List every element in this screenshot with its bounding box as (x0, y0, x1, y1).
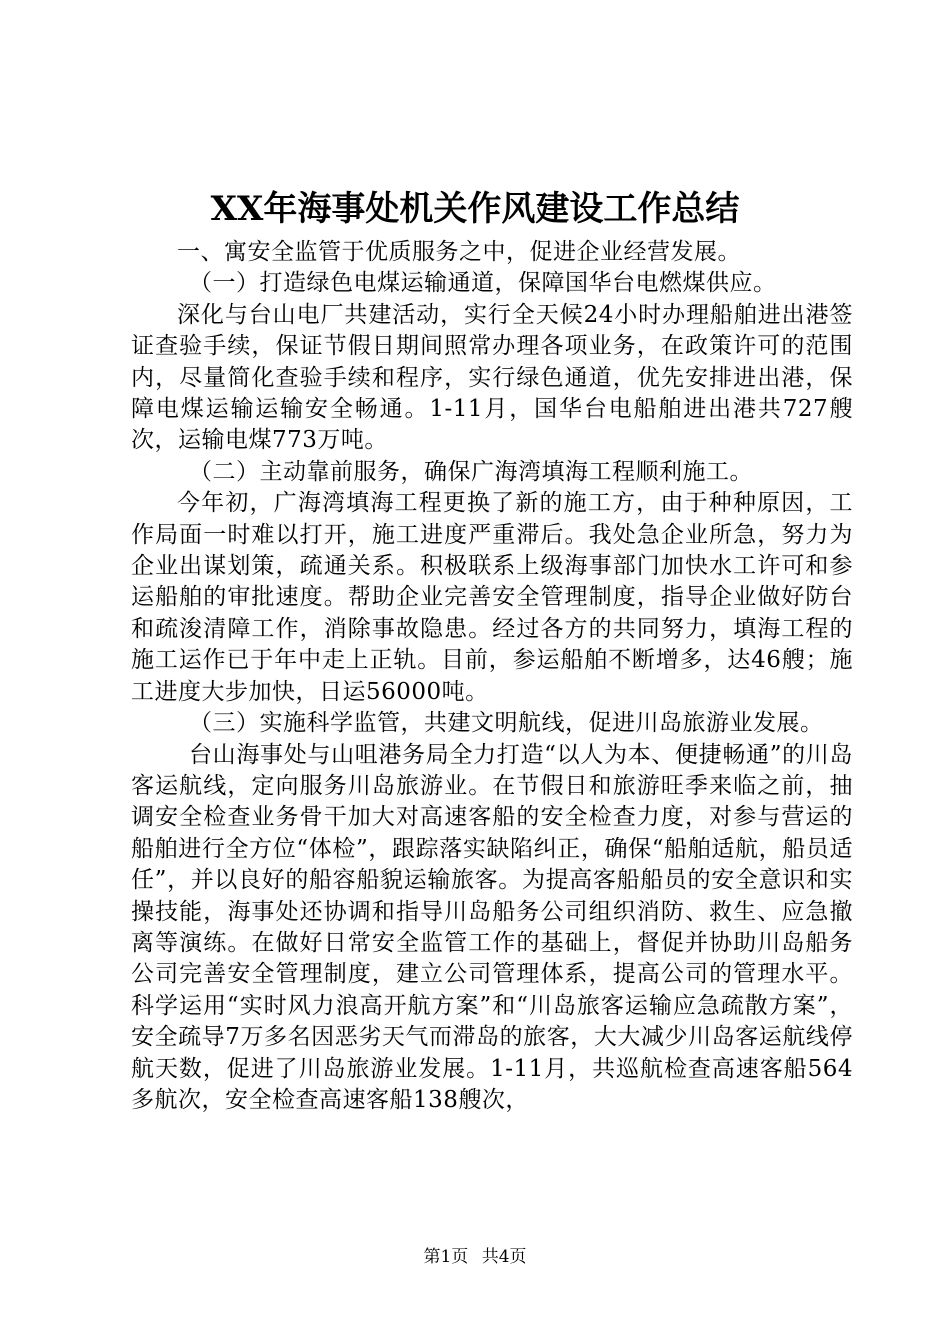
paragraph-section-1: （一）打造绿色电煤运输通道，保障国华台电燃煤供应。 (189, 270, 777, 297)
paragraph-body-1: 深化与台山电厂共建活动，实行全天候24小时办理船舶进出港签证查验手续，保证节假日期间照常办理各项业务，在政策许可的范围内，尽量简化查验手续和程序，实行绿色通道，优先安排进出港，保障电煤运输运输安全畅通。1-11月，国华台电船舶进出港共727艘次，运输电煤773万吨。 (131, 301, 853, 454)
page-footer (0, 1246, 950, 1268)
document-body (131, 237, 853, 1116)
paragraph-heading-1: 一、寓安全监管于优质服务之中，促进企业经营发展。 (177, 239, 741, 265)
paragraph-body-2: 今年初，广海湾填海工程更换了新的施工方，由于种种原因，工作局面一时难以打开，施工进度严重滞后。我处急企业所急，努力为企业出谋划策，疏通关系。积极联系上级海事部门加快水工许可和参运船舶的审批速度。帮助企业完善安全管理制度，指导企业做好防台和疏浚清障工作，消除事故隐患。经过各方的共同努力，填海工程的施工运作已于年中走上正轨。目前，参运船舶不断增多，达46艘；施工进度大步加快，日运56000吨。 (131, 490, 853, 705)
page-total: 共4页 (481, 1247, 527, 1267)
paragraph-section-3: （三）实施科学监管，共建文明航线，促进川岛旅游业发展。 (189, 710, 824, 737)
paragraph-body-3: 台山海事处与山咀港务局全力打造“以人为本、便捷畅通”的川岛客运航线，定向服务川岛旅游业。在节假日和旅游旺季来临之前，抽调安全检查业务骨干加大对高速客船的安全检查力度，对参与营运的船舶进行全方位“体检”，跟踪落实缺陷纠正，确保“船舶适航，船员适任”，并以良好的船容船貌运输旅客。为提高客船船员的安全意识和实操技能，海事处还协调和指导川岛船务公司组织消防、救生、应急撤离等演练。在做好日常安全监管工作的基础上，督促并协助川岛船务公司完善安全管理制度，建立公司管理体系，提高公司的管理水平。科学运用“实时风力浪高开航方案”和“川岛旅客运输应急疏散方案”，安全疏导7万多名因恶劣天气而滞岛的旅客，大大减少川岛客运航线停航天数，促进了川岛旅游业发展。1-11月，共巡航检查高速客船564多航次，安全检查高速客船138艘次， (131, 741, 853, 1113)
paragraph-section-2: （二）主动靠前服务，确保广海湾填海工程顺利施工。 (189, 458, 753, 485)
page-number: 第1页 (423, 1247, 469, 1267)
document-title: XX年海事处机关作风建设工作总结 (210, 189, 740, 229)
